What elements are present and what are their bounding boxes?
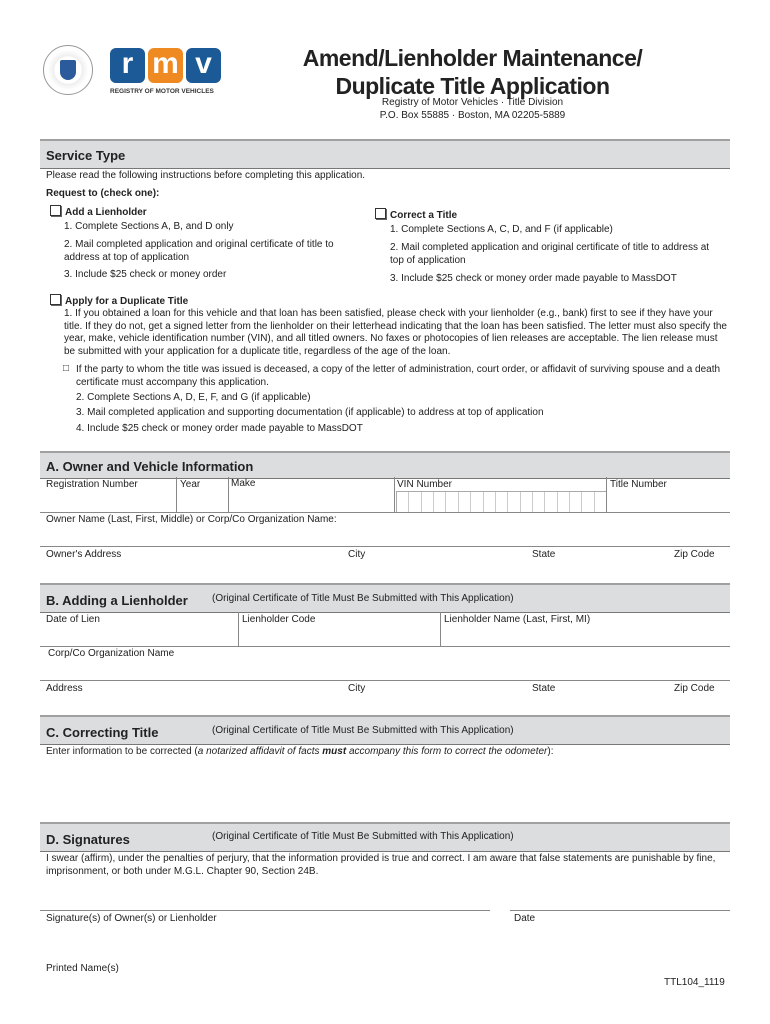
lienholder-name-field[interactable]: Lienholder Name (Last, First, MI)	[444, 614, 591, 625]
checkbox[interactable]	[50, 205, 61, 216]
checkbox[interactable]	[50, 294, 61, 305]
request-label: Request to (check one):	[46, 188, 160, 199]
registration-number-field[interactable]: Registration Number	[46, 479, 138, 490]
lienholder-code-field[interactable]: Lienholder Code	[242, 614, 316, 625]
vin-char-box[interactable]	[533, 492, 545, 512]
add-step-2: 2. Mail completed application and original certificate of title to address at top of application	[64, 239, 334, 263]
deceased-note: □ If the party to whom the title was issued is deceased, a copy of the letter of administration, court order, or affidavit of surviving spouse and a death certificate must accompany this application.	[63, 363, 721, 388]
correct-step-2: 2. Mail completed application and original certificate of title to address at top of application	[390, 242, 710, 266]
section-heading: D. Signatures	[46, 832, 130, 847]
correct-step-1: 1. Complete Sections A, C, D, and F (if applicable)	[390, 224, 613, 235]
page-title	[250, 44, 695, 100]
logo-m: m	[148, 48, 183, 83]
state-seal	[43, 45, 93, 95]
bullet-box-icon: □	[63, 363, 70, 374]
section-note: (Original Certificate of Title Must Be Submitted with This Application)	[212, 725, 514, 736]
make-field[interactable]: Make	[231, 478, 256, 489]
corp-name-field[interactable]: Corp/Co Organization Name	[48, 648, 175, 659]
title-number-field[interactable]: Title Number	[610, 479, 667, 490]
dup-step-4: 4. Include $25 check or money order made payable to MassDOT	[76, 423, 363, 434]
agency-address	[350, 96, 595, 122]
section-b-header	[40, 583, 730, 613]
checkbox[interactable]	[375, 208, 386, 219]
lienholder-address-field[interactable]: Address	[46, 683, 83, 694]
add-lienholder-option[interactable]: Add a Lienholder	[50, 205, 147, 218]
vin-char-box[interactable]	[446, 492, 458, 512]
section-note: (Original Certificate of Title Must Be Submitted with This Application)	[212, 831, 514, 842]
vin-label: VIN Number	[397, 479, 453, 490]
zip-code-field[interactable]: Zip Code	[674, 549, 715, 560]
dup-step-1: 1. If you obtained a loan for this vehicle and that loan has been satisfied, please check with your lienholder (e.g., bank) first to see if they have your title. If they do not, get a signed letter from the lienholder on their letterhead indicating that the loan has been satisfied. The letter must also specify the year, make, vehicle identification number (VIN), and all titled owners. No faxes or photocopies of lien releases are acceptable. The lien release must be submitted with your application for a duplicate title, regardless of the age of the loan.	[64, 308, 727, 357]
form-id: TTL104_1119	[664, 977, 725, 988]
vin-char-box[interactable]	[496, 492, 508, 512]
address-line-2: P.O. Box 55885 · Boston, MA 02205-5889	[379, 110, 566, 121]
vin-char-box[interactable]	[508, 492, 520, 512]
owner-address-field[interactable]: Owner's Address	[46, 549, 122, 560]
vin-char-box[interactable]	[545, 492, 557, 512]
vin-char-box[interactable]	[595, 492, 606, 512]
printed-name-field[interactable]: Printed Name(s)	[46, 963, 119, 974]
dup-step-2: 2. Complete Sections A, D, E, F, and G (if applicable)	[76, 392, 311, 403]
section-heading: A. Owner and Vehicle Information	[46, 459, 254, 474]
section-heading: C. Correcting Title	[46, 725, 159, 740]
vin-char-box[interactable]	[434, 492, 446, 512]
service-type-header	[40, 139, 730, 169]
year-field[interactable]: Year	[180, 479, 201, 490]
date-of-lien-field[interactable]: Date of Lien	[46, 614, 100, 625]
date-label: Date	[514, 913, 536, 924]
logo-v: v	[186, 48, 221, 83]
logo-r: r	[110, 48, 145, 83]
section-note: (Original Certificate of Title Must Be Submitted with This Application)	[212, 593, 514, 604]
instructions-text: Please read the following instructions before completing this application.	[46, 170, 366, 181]
correct-step-3: 3. Include $25 check or money order made payable to MassDOT	[390, 273, 677, 284]
section-a-header	[40, 451, 730, 479]
dup-step-3: 3. Mail completed application and supporting documentation (if applicable) to address at top of application	[76, 407, 544, 418]
rmv-logo	[110, 48, 221, 95]
address-line-1: Registry of Motor Vehicles · Title Division	[381, 97, 564, 108]
section-heading: Service Type	[46, 148, 126, 163]
correction-field[interactable]: Enter information to be corrected (a notarized affidavit of facts must accompany this form to correct the odometer):	[46, 746, 554, 757]
add-step-3: 3. Include $25 check or money order	[64, 269, 227, 280]
vin-char-box[interactable]	[570, 492, 582, 512]
city-field[interactable]: City	[348, 683, 366, 694]
owner-name-field[interactable]: Owner Name (Last, First, Middle) or Corp/Co Organization Name:	[46, 514, 337, 525]
state-field[interactable]: State	[532, 549, 556, 560]
vin-char-box[interactable]	[582, 492, 594, 512]
duplicate-title-option[interactable]: Apply for a Duplicate Title	[50, 294, 188, 307]
state-field[interactable]: State	[532, 683, 556, 694]
oath-text: I swear (affirm), under the penalties of perjury, that the information provided is true and correct. I am aware that false statements are punishable by fine, imprisonment, or both under M.G.L. Chapter 90, Section 24B.	[46, 853, 716, 877]
vin-char-box[interactable]	[471, 492, 483, 512]
correct-title-option[interactable]: Correct a Title	[375, 208, 457, 221]
vin-char-box[interactable]	[521, 492, 533, 512]
section-c-header	[40, 715, 730, 745]
date-line[interactable]	[510, 910, 730, 911]
vin-char-box[interactable]	[409, 492, 421, 512]
city-field[interactable]: City	[348, 549, 366, 560]
zip-code-field[interactable]: Zip Code	[674, 683, 715, 694]
signature-line[interactable]	[40, 910, 490, 911]
add-step-1: 1. Complete Sections A, B, and D only	[64, 221, 234, 232]
signature-label: Signature(s) of Owner(s) or Lienholder	[46, 913, 217, 924]
section-d-header	[40, 822, 730, 852]
vin-char-box[interactable]	[459, 492, 471, 512]
title-line-1: Amend/Lienholder Maintenance/	[302, 45, 643, 71]
title-line-2: Duplicate Title Application	[335, 73, 610, 99]
vin-char-box[interactable]	[422, 492, 434, 512]
logo-caption: REGISTRY OF MOTOR VEHICLES	[110, 88, 214, 95]
section-heading: B. Adding a Lienholder	[46, 593, 188, 608]
vin-char-box[interactable]	[558, 492, 570, 512]
vin-boxes[interactable]	[396, 491, 607, 513]
vin-char-box[interactable]	[397, 492, 409, 512]
vin-char-box[interactable]	[484, 492, 496, 512]
